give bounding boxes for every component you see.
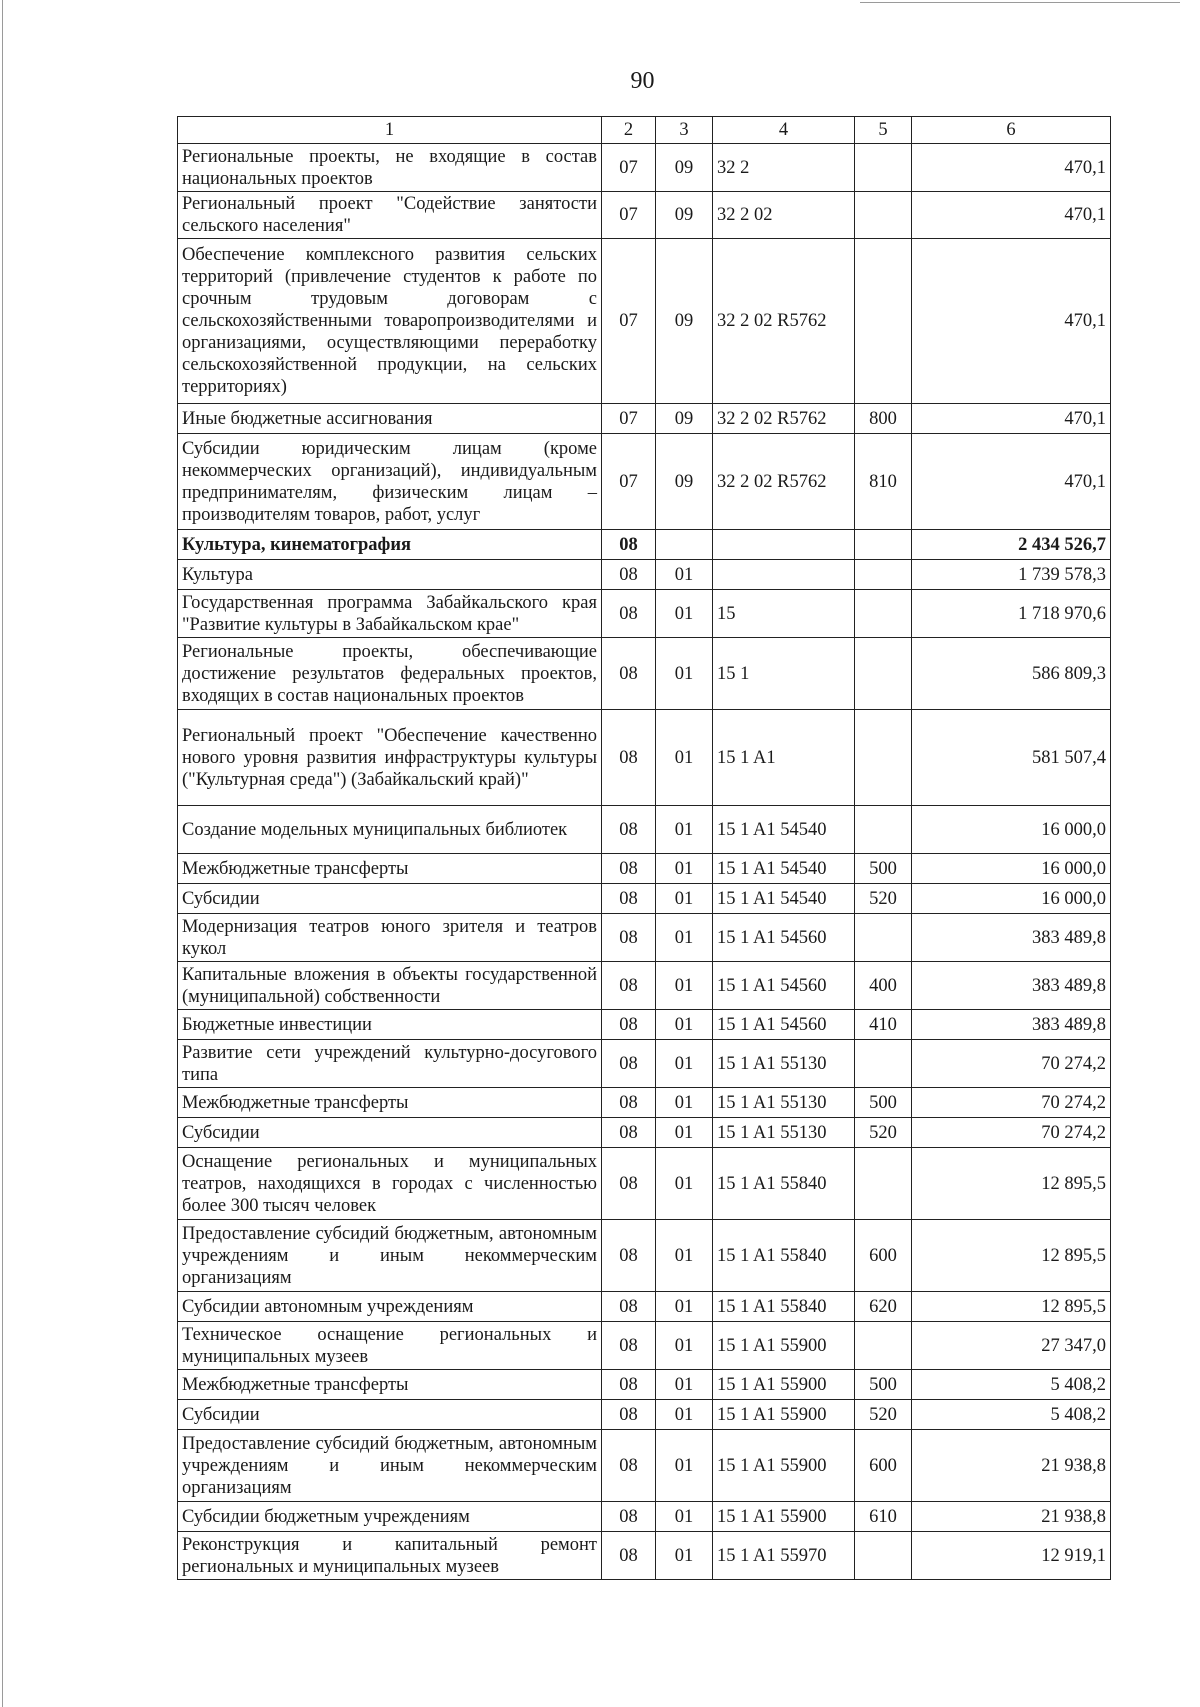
subsection-code-cell: 01: [656, 560, 713, 590]
target-article-cell: 15 1 A1 55900: [713, 1400, 855, 1430]
amount-cell: 5 408,2: [912, 1400, 1111, 1430]
section-code-cell: 08: [602, 1088, 656, 1118]
target-article-cell: 15 1 A1 55130: [713, 1088, 855, 1118]
section-code-cell: 08: [602, 1502, 656, 1532]
target-article-cell: 15 1 A1 55900: [713, 1502, 855, 1532]
expense-type-cell: [855, 1040, 912, 1088]
target-article-cell: 15 1 A1 54560: [713, 914, 855, 962]
row-name-cell: Региональные проекты, обеспечивающие достижение результатов федеральных проектов, входящих в состав национальных проектов: [178, 638, 602, 710]
table-row: [178, 1040, 1111, 1088]
table-row: [178, 962, 1111, 1010]
expense-type-cell: [855, 638, 912, 710]
section-code-cell: 08: [602, 854, 656, 884]
table-row: [178, 710, 1111, 806]
subsection-code-cell: 09: [656, 144, 713, 192]
section-code-cell: 07: [602, 239, 656, 404]
amount-cell: 470,1: [912, 434, 1111, 530]
target-article-cell: 15 1 A1 55840: [713, 1220, 855, 1292]
target-article-cell: 32 2 02: [713, 192, 855, 239]
row-name-cell: Межбюджетные трансферты: [178, 1370, 602, 1400]
table-row: [178, 1220, 1111, 1292]
subsection-code-cell: 01: [656, 590, 713, 638]
section-code-cell: 07: [602, 404, 656, 434]
section-code-cell: 07: [602, 434, 656, 530]
section-code-cell: 08: [602, 530, 656, 560]
section-code-cell: 08: [602, 962, 656, 1010]
section-code-cell: 08: [602, 1148, 656, 1220]
subsection-code-cell: 01: [656, 1040, 713, 1088]
amount-cell: 70 274,2: [912, 1040, 1111, 1088]
table-body: [178, 144, 1111, 1580]
target-article-cell: 15: [713, 590, 855, 638]
subsection-code-cell: 01: [656, 1118, 713, 1148]
expense-type-cell: 600: [855, 1220, 912, 1292]
section-code-cell: 08: [602, 1118, 656, 1148]
section-code-cell: 08: [602, 638, 656, 710]
target-article-cell: 15 1 A1: [713, 710, 855, 806]
amount-cell: 21 938,8: [912, 1430, 1111, 1502]
subsection-code-cell: 01: [656, 1292, 713, 1322]
expense-type-cell: 800: [855, 404, 912, 434]
row-name-cell: Межбюджетные трансферты: [178, 1088, 602, 1118]
row-name-cell: Региональные проекты, не входящие в состав национальных проектов: [178, 144, 602, 192]
target-article-cell: 15 1 A1 54560: [713, 1010, 855, 1040]
row-name-cell: Региональный проект "Содействие занятости сельского населения": [178, 192, 602, 239]
target-article-cell: 32 2: [713, 144, 855, 192]
subsection-code-cell: 09: [656, 404, 713, 434]
amount-cell: 12 895,5: [912, 1292, 1111, 1322]
section-code-cell: 08: [602, 710, 656, 806]
target-article-cell: 32 2 02 R5762: [713, 239, 855, 404]
subsection-code-cell: 01: [656, 1370, 713, 1400]
row-name-cell: Культура, кинематография: [178, 530, 602, 560]
amount-cell: 12 895,5: [912, 1220, 1111, 1292]
expense-type-cell: 500: [855, 1088, 912, 1118]
table-row: [178, 144, 1111, 192]
row-name-cell: Субсидии: [178, 1118, 602, 1148]
amount-cell: 383 489,8: [912, 914, 1111, 962]
subsection-code-cell: 01: [656, 1430, 713, 1502]
expense-type-cell: [855, 1532, 912, 1580]
subsection-code-cell: 09: [656, 192, 713, 239]
table-row: [178, 1010, 1111, 1040]
section-code-cell: 08: [602, 1292, 656, 1322]
amount-cell: 581 507,4: [912, 710, 1111, 806]
expense-type-cell: 500: [855, 854, 912, 884]
expense-type-cell: 410: [855, 1010, 912, 1040]
row-name-cell: Субсидии автономным учреждениям: [178, 1292, 602, 1322]
expense-type-cell: [855, 710, 912, 806]
target-article-cell: [713, 560, 855, 590]
table-row: [178, 560, 1111, 590]
section-code-cell: 08: [602, 1322, 656, 1370]
subsection-code-cell: 09: [656, 434, 713, 530]
amount-cell: 2 434 526,7: [912, 530, 1111, 560]
amount-cell: 12 895,5: [912, 1148, 1111, 1220]
target-article-cell: 15 1 A1 54540: [713, 884, 855, 914]
row-name-cell: Капитальные вложения в объекты государственной (муниципальной) собственности: [178, 962, 602, 1010]
header-cell: 5: [855, 117, 912, 144]
expense-type-cell: [855, 1322, 912, 1370]
amount-cell: 27 347,0: [912, 1322, 1111, 1370]
target-article-cell: [713, 530, 855, 560]
amount-cell: 470,1: [912, 144, 1111, 192]
row-name-cell: Реконструкция и капитальный ремонт региональных и муниципальных музеев: [178, 1532, 602, 1580]
amount-cell: 5 408,2: [912, 1370, 1111, 1400]
expense-type-cell: 400: [855, 962, 912, 1010]
expense-type-cell: [855, 1148, 912, 1220]
table-row: [178, 1532, 1111, 1580]
row-name-cell: Модернизация театров юного зрителя и театров кукол: [178, 914, 602, 962]
section-code-cell: 08: [602, 1010, 656, 1040]
section-code-cell: 08: [602, 1220, 656, 1292]
amount-cell: 16 000,0: [912, 884, 1111, 914]
target-article-cell: 15 1 A1 55900: [713, 1430, 855, 1502]
amount-cell: 1 739 578,3: [912, 560, 1111, 590]
amount-cell: 16 000,0: [912, 806, 1111, 854]
table-row: [178, 914, 1111, 962]
subsection-code-cell: 01: [656, 1532, 713, 1580]
page-number: 90: [630, 68, 655, 94]
table-row: [178, 1292, 1111, 1322]
subsection-code-cell: [656, 530, 713, 560]
target-article-cell: 15 1 A1 55840: [713, 1148, 855, 1220]
amount-cell: 16 000,0: [912, 854, 1111, 884]
section-code-cell: 08: [602, 590, 656, 638]
row-name-cell: Техническое оснащение региональных и муниципальных музеев: [178, 1322, 602, 1370]
expense-type-cell: 810: [855, 434, 912, 530]
header-cell: 3: [656, 117, 713, 144]
section-code-cell: 08: [602, 806, 656, 854]
table-row: [178, 434, 1111, 530]
header-cell: 6: [912, 117, 1111, 144]
table-row: [178, 1322, 1111, 1370]
row-name-cell: Оснащение региональных и муниципальных театров, находящихся в городах с численностью более 300 тысяч человек: [178, 1148, 602, 1220]
row-name-cell: Субсидии: [178, 884, 602, 914]
row-name-cell: Предоставление субсидий бюджетным, автономным учреждениям и иным некоммерческим организациям: [178, 1220, 602, 1292]
target-article-cell: 15 1 A1 55900: [713, 1322, 855, 1370]
amount-cell: 383 489,8: [912, 962, 1111, 1010]
subsection-code-cell: 01: [656, 806, 713, 854]
target-article-cell: 15 1 A1 55900: [713, 1370, 855, 1400]
section-code-cell: 08: [602, 1532, 656, 1580]
table-row: [178, 884, 1111, 914]
header-row: [178, 117, 1111, 144]
budget-table: [177, 116, 1111, 1580]
subsection-code-cell: 01: [656, 1400, 713, 1430]
target-article-cell: 15 1 A1 54560: [713, 962, 855, 1010]
expense-type-cell: 520: [855, 1400, 912, 1430]
amount-cell: 1 718 970,6: [912, 590, 1111, 638]
table-row: [178, 1400, 1111, 1430]
row-name-cell: Создание модельных муниципальных библиотек: [178, 806, 602, 854]
table-row: [178, 806, 1111, 854]
section-code-cell: 07: [602, 192, 656, 239]
subsection-code-cell: 01: [656, 1148, 713, 1220]
target-article-cell: 32 2 02 R5762: [713, 434, 855, 530]
row-name-cell: Субсидии бюджетным учреждениям: [178, 1502, 602, 1532]
expense-type-cell: [855, 914, 912, 962]
row-name-cell: Межбюджетные трансферты: [178, 854, 602, 884]
row-name-cell: Культура: [178, 560, 602, 590]
target-article-cell: 15 1 A1 55970: [713, 1532, 855, 1580]
row-name-cell: Развитие сети учреждений культурно-досугового типа: [178, 1040, 602, 1088]
expense-type-cell: [855, 192, 912, 239]
section-code-cell: 08: [602, 914, 656, 962]
table-row: [178, 1430, 1111, 1502]
expense-type-cell: 520: [855, 1118, 912, 1148]
row-name-cell: Государственная программа Забайкальского края "Развитие культуры в Забайкальском крае": [178, 590, 602, 638]
subsection-code-cell: 01: [656, 854, 713, 884]
scan-artifact: [2, 0, 3, 1707]
header-cell: 1: [178, 117, 602, 144]
amount-cell: 70 274,2: [912, 1088, 1111, 1118]
table-row: [178, 192, 1111, 239]
subsection-code-cell: 01: [656, 1220, 713, 1292]
amount-cell: 470,1: [912, 192, 1111, 239]
target-article-cell: 15 1 A1 54540: [713, 806, 855, 854]
target-article-cell: 15 1 A1 54540: [713, 854, 855, 884]
expense-type-cell: [855, 560, 912, 590]
table-row: [178, 1502, 1111, 1532]
target-article-cell: 15 1 A1 55130: [713, 1040, 855, 1088]
subsection-code-cell: 01: [656, 1088, 713, 1118]
target-article-cell: 15 1 A1 55130: [713, 1118, 855, 1148]
table-row: [178, 1088, 1111, 1118]
section-code-cell: 08: [602, 1430, 656, 1502]
table-row: [178, 1148, 1111, 1220]
section-code-cell: 08: [602, 1040, 656, 1088]
expense-type-cell: 620: [855, 1292, 912, 1322]
subsection-code-cell: 01: [656, 884, 713, 914]
table-row: [178, 590, 1111, 638]
amount-cell: 70 274,2: [912, 1118, 1111, 1148]
table-row: [178, 854, 1111, 884]
expense-type-cell: [855, 530, 912, 560]
amount-cell: 21 938,8: [912, 1502, 1111, 1532]
amount-cell: 586 809,3: [912, 638, 1111, 710]
expense-type-cell: [855, 590, 912, 638]
header-cell: 2: [602, 117, 656, 144]
expense-type-cell: [855, 239, 912, 404]
row-name-cell: Региональный проект "Обеспечение качественно нового уровня развития инфраструктуры культуры ("Культурная среда") (Забайкальский край)": [178, 710, 602, 806]
target-article-cell: 15 1 A1 55840: [713, 1292, 855, 1322]
section-code-cell: 08: [602, 1400, 656, 1430]
expense-type-cell: [855, 144, 912, 192]
expense-type-cell: [855, 806, 912, 854]
target-article-cell: 15 1: [713, 638, 855, 710]
subsection-code-cell: 01: [656, 1502, 713, 1532]
row-name-cell: Обеспечение комплексного развития сельских территорий (привлечение студентов к работе по срочным трудовым договорам с сельскохозяйственными товаропроизводителями и организациями, осуществляющими переработку сельскохозяйственной продукции, на сельских территориях): [178, 239, 602, 404]
expense-type-cell: 500: [855, 1370, 912, 1400]
scan-artifact: [860, 2, 1180, 3]
row-name-cell: Предоставление субсидий бюджетным, автономным учреждениям и иным некоммерческим организациям: [178, 1430, 602, 1502]
subsection-code-cell: 01: [656, 1322, 713, 1370]
amount-cell: 470,1: [912, 404, 1111, 434]
amount-cell: 383 489,8: [912, 1010, 1111, 1040]
row-name-cell: Субсидии юридическим лицам (кроме некоммерческих организаций), индивидуальным предпринимателям, физическим лицам – производителям товаров, работ, услуг: [178, 434, 602, 530]
subsection-code-cell: 01: [656, 1010, 713, 1040]
table-row: [178, 1370, 1111, 1400]
row-name-cell: Бюджетные инвестиции: [178, 1010, 602, 1040]
section-code-cell: 08: [602, 560, 656, 590]
subsection-code-cell: 01: [656, 710, 713, 806]
amount-cell: 12 919,1: [912, 1532, 1111, 1580]
subsection-code-cell: 01: [656, 638, 713, 710]
row-name-cell: Иные бюджетные ассигнования: [178, 404, 602, 434]
subsection-code-cell: 01: [656, 962, 713, 1010]
subsection-code-cell: 09: [656, 239, 713, 404]
row-name-cell: Субсидии: [178, 1400, 602, 1430]
section-code-cell: 07: [602, 144, 656, 192]
table-row: [178, 239, 1111, 404]
target-article-cell: 32 2 02 R5762: [713, 404, 855, 434]
expense-type-cell: 610: [855, 1502, 912, 1532]
section-code-cell: 08: [602, 884, 656, 914]
table-row: [178, 638, 1111, 710]
table-row: [178, 404, 1111, 434]
header-cell: 4: [713, 117, 855, 144]
expense-type-cell: 520: [855, 884, 912, 914]
table-row: [178, 1118, 1111, 1148]
amount-cell: 470,1: [912, 239, 1111, 404]
table-row: [178, 530, 1111, 560]
section-code-cell: 08: [602, 1370, 656, 1400]
expense-type-cell: 600: [855, 1430, 912, 1502]
subsection-code-cell: 01: [656, 914, 713, 962]
